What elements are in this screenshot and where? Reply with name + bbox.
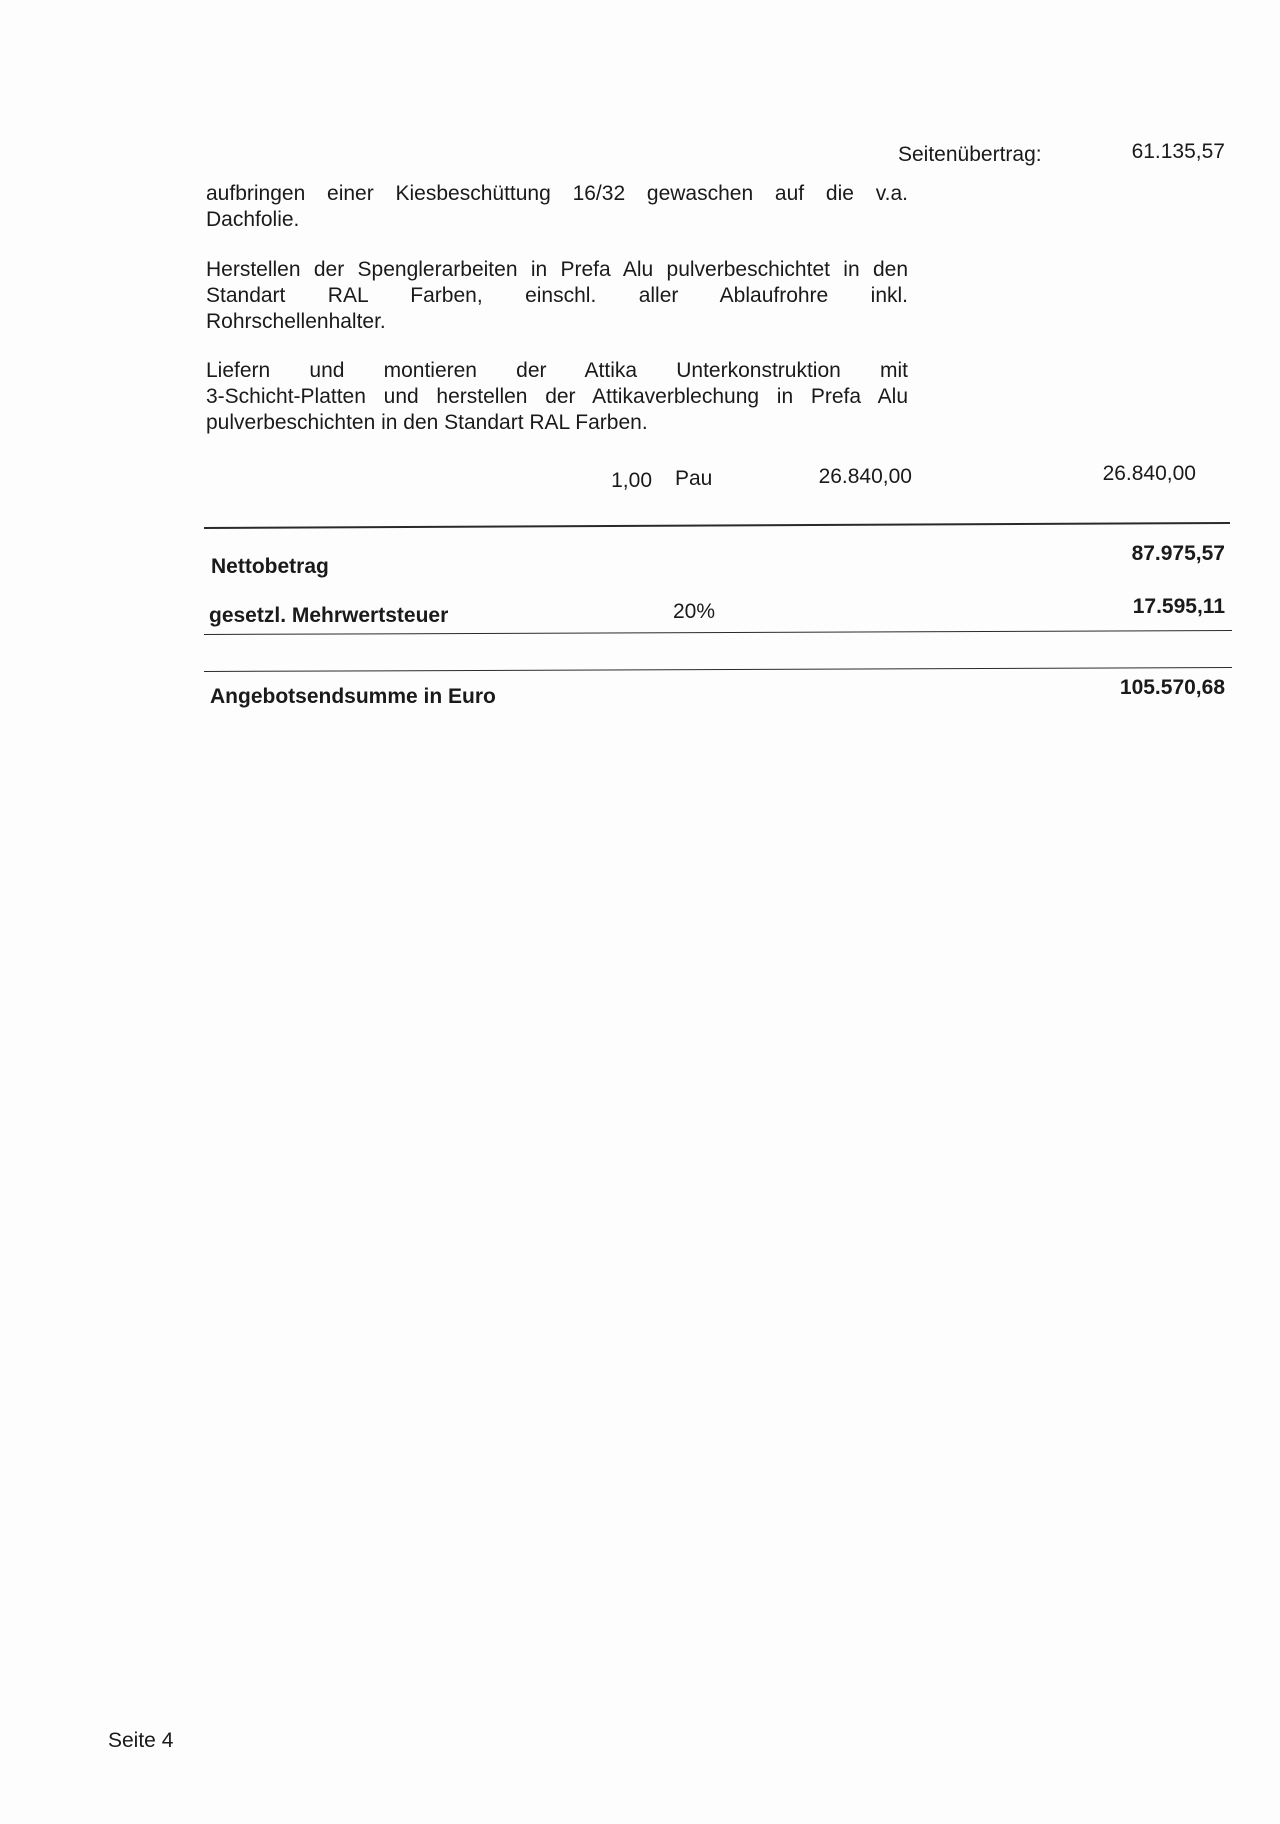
separator-line bbox=[204, 667, 1232, 672]
description-paragraph-2 bbox=[206, 257, 908, 335]
description-paragraph-1 bbox=[206, 181, 908, 233]
paragraph-line: Dachfolie. bbox=[206, 208, 300, 231]
separator-line bbox=[204, 630, 1232, 635]
vat-rate: 20% bbox=[673, 600, 716, 623]
paragraph-line: Herstellen der Spenglerarbeiten in Prefa Alu pulverbeschichtet in den bbox=[206, 258, 908, 281]
paragraph-line: pulverbeschichten in den Standart RAL Farben. bbox=[206, 411, 648, 434]
position-unit: Pau bbox=[675, 467, 713, 490]
separator-line bbox=[204, 522, 1230, 529]
description-paragraph-3 bbox=[206, 358, 908, 436]
paragraph-line: Rohrschellenhalter. bbox=[206, 310, 386, 333]
paragraph-line: Standart RAL Farben, einschl. aller Ablaufrohre inkl. bbox=[206, 284, 908, 307]
carry-over-value: 61.135,57 bbox=[1131, 140, 1225, 163]
net-amount-value: 87.975,57 bbox=[1131, 542, 1225, 565]
vat-label: gesetzl. Mehrwertsteuer bbox=[209, 604, 449, 627]
position-unit-price: 26.840,00 bbox=[818, 465, 912, 488]
page-number: Seite 4 bbox=[108, 1729, 174, 1752]
grand-total-value: 105.570,68 bbox=[1119, 676, 1225, 699]
paragraph-line: Liefern und montieren der Attika Unterkonstruktion mit bbox=[206, 359, 908, 382]
carry-over-label: Seitenübertrag: bbox=[898, 143, 1042, 166]
net-amount-label: Nettobetrag bbox=[211, 555, 329, 578]
position-quantity: 1,00 bbox=[611, 469, 652, 492]
paragraph-line: 3-Schicht-Platten und herstellen der Attikaverblechung in Prefa Alu bbox=[206, 385, 908, 408]
vat-value: 17.595,11 bbox=[1132, 595, 1225, 618]
grand-total-label: Angebotsendsumme in Euro bbox=[210, 685, 496, 708]
paragraph-line: aufbringen einer Kiesbeschüttung 16/32 gewaschen auf die v.a. bbox=[206, 182, 908, 205]
position-total: 26.840,00 bbox=[1102, 462, 1196, 485]
